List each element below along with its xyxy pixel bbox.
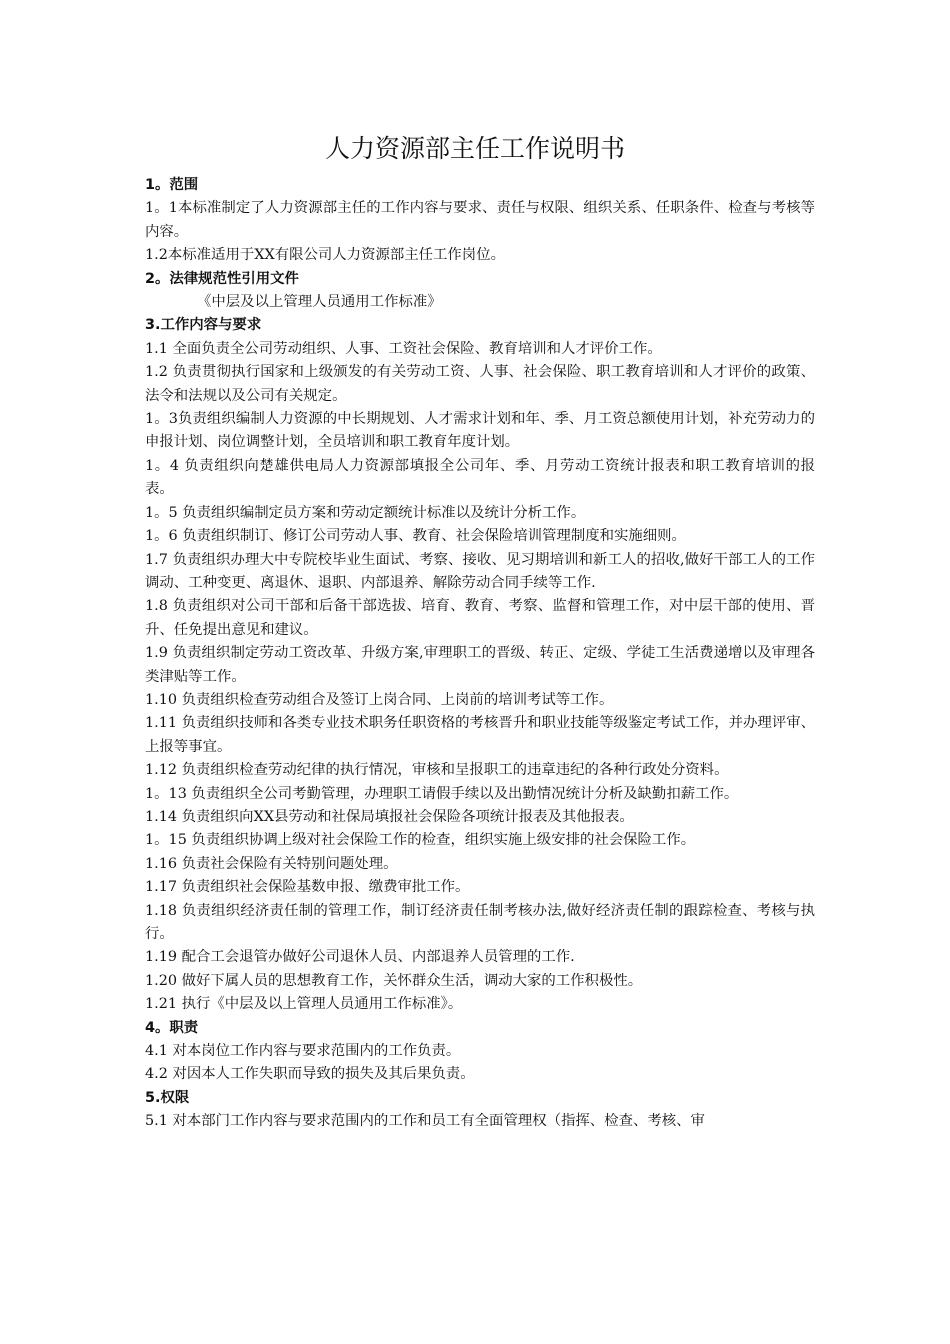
paragraph: 1。3负责组织编制人力资源的中长期规划、人才需求计划和年、季、月工资总额使用计划，补充劳动力的申报计划、岗位调整计划，全员培训和职工教育年度计划。 xyxy=(145,411,815,451)
paragraph: 1.7 负责组织办理大中专院校毕业生面试、考察、接收、见习期培训和新工人的招收,做好干部工人的工作调动、工种变更、离退休、退职、内部退养、解除劳动合同手续等工作. xyxy=(145,551,815,591)
paragraph: 1.18 负责组织经济责任制的管理工作，制订经济责任制考核办法,做好经济责任制的跟踪检查、考核与执行。 xyxy=(145,902,815,942)
paragraph: 1。5 负责组织编制定员方案和劳动定额统计标准以及统计分析工作。 xyxy=(145,504,586,521)
section-heading: 1。范围 xyxy=(145,177,199,193)
paragraph: 1.20 做好下属人员的思想教育工作，关怀群众生活，调动大家的工作积极性。 xyxy=(145,972,643,989)
reference-document: 《中层及以上管理人员通用工作标准》 xyxy=(197,294,442,311)
paragraph: 1.14 负责组织向XX县劳动和社保局填报社会保险各项统计报表及其他报表。 xyxy=(145,808,634,825)
paragraph: 1.1 全面负责全公司劳动组织、人事、工资社会保险、教育培训和人才评价工作。 xyxy=(145,340,662,357)
paragraph: 1.2本标准适用于XX有限公司人力资源部主任工作岗位。 xyxy=(145,247,505,264)
paragraph: 4.2 对因本人工作失职而导致的损失及其后果负责。 xyxy=(145,1066,475,1083)
paragraph: 4.1 对本岗位工作内容与要求范围内的工作负责。 xyxy=(145,1043,461,1060)
paragraph: 1.21 执行《中层及以上管理人员通用工作标准》。 xyxy=(145,996,463,1013)
document-title: 人力资源部主任工作说明书 xyxy=(324,134,625,163)
paragraph: 1.16 负责社会保险有关特别问题处理。 xyxy=(145,855,398,872)
paragraph: 1.11 负责组织技师和各类专业技术职务任职资格的考核晋升和职业技能等级鉴定考试工作，并办理评审、上报等事宜。 xyxy=(145,715,815,755)
paragraph: 1.10 负责组织检查劳动组合及签订上岗合同、上岗前的培训考试等工作。 xyxy=(145,691,614,708)
paragraph: 1.12 负责组织检查劳动纪律的执行情况，审核和呈报职工的违章违纪的各种行政处分资料。 xyxy=(145,762,729,779)
section-heading: 3.工作内容与要求 xyxy=(145,317,262,334)
document-body xyxy=(145,174,815,1134)
paragraph: 1。6 负责组织制订、修订公司劳动人事、教育、社会保险培训管理制度和实施细则。 xyxy=(145,528,686,545)
section-heading: 4。职责 xyxy=(145,1019,199,1036)
paragraph: 1.9 负责组织制定劳动工资改革、升级方案,审理职工的晋级、转正、定级、学徒工生活费递增以及审理各类津贴等工作。 xyxy=(145,645,815,685)
paragraph: 1.17 负责组织社会保险基数申报、缴费审批工作。 xyxy=(145,879,470,896)
paragraph: 5.1 对本部门工作内容与要求范围内的工作和员工有全面管理权（指挥、检查、考核、审 xyxy=(145,1113,705,1130)
paragraph: 1。4 负责组织向楚雄供电局人力资源部填报全公司年、季、月劳动工资统计报表和职工教育培训的报表。 xyxy=(145,457,815,498)
paragraph: 1.19 配合工会退管办做好公司退休人员、内部退养人员管理的工作. xyxy=(145,949,575,966)
paragraph: 1。15 负责组织协调上级对社会保险工作的检查，组织实施上级安排的社会保险工作。 xyxy=(145,832,696,849)
section-heading: 2。法律规范性引用文件 xyxy=(145,270,299,287)
paragraph: 1。13 负责组织全公司考勤管理，办理职工请假手续以及出勤情况统计分析及缺勤扣薪工作。 xyxy=(145,785,739,802)
section-heading: 5.权限 xyxy=(145,1089,190,1106)
paragraph: 1.8 负责组织对公司干部和后备干部选拔、培育、教育、考察、监督和管理工作，对中层干部的使用、晋升、任免提出意见和建议。 xyxy=(145,598,815,638)
paragraph: 1.2 负责贯彻执行国家和上级颁发的有关劳动工资、人事、社会保险、职工教育培训和人才评价的政策、法令和法规以及公司有关规定。 xyxy=(145,364,815,404)
paragraph: 1。1本标准制定了人力资源部主任的工作内容与要求、责任与权限、组织关系、任职条件、检查与考核等内容。 xyxy=(145,200,815,240)
